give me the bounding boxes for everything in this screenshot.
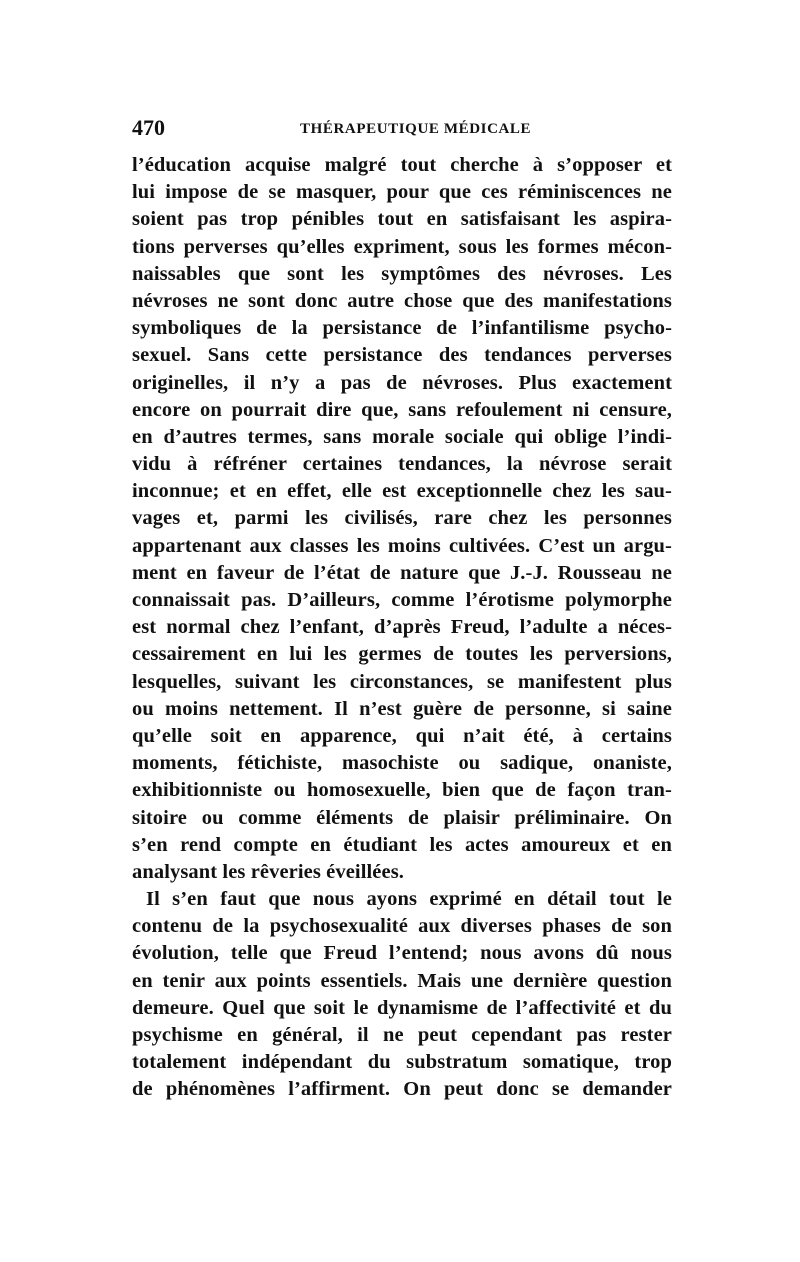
- text-line: moments, fétichiste, masochiste ou sadique, onaniste,: [132, 752, 672, 775]
- text-line: l’éducation acquise malgré tout cherche à s’opposer et: [132, 154, 672, 176]
- text-line: analysant les rêveries éveillées.: [132, 860, 405, 883]
- text-line: évolution, telle que Freud l’entend; nous avons dû nous: [132, 942, 672, 965]
- text-line: en tenir aux points essentiels. Mais une dernière question: [132, 969, 672, 992]
- text-line: naissables que sont les symptômes des névroses. Les: [132, 262, 672, 285]
- text-line: lui impose de se masquer, pour que ces réminiscences ne: [132, 181, 672, 204]
- text-line: inconnue; et en effet, elle est exceptionnelle chez les sau-: [132, 480, 672, 503]
- text-line: totalement indépendant du substratum somatique, trop: [132, 1051, 672, 1074]
- text-line: sexuel. Sans cette persistance des tendances perverses: [132, 344, 672, 367]
- text-line: symboliques de la persistance de l’infantilisme psycho-: [132, 317, 672, 340]
- text-line: vages et, parmi les civilisés, rare chez les personnes: [132, 507, 672, 530]
- text-line: appartenant aux classes les moins cultivées. C’est un argu-: [132, 534, 672, 557]
- text-line: contenu de la psychosexualité aux diverses phases de son: [132, 915, 672, 938]
- text-line: de phénomènes l’affirment. On peut donc se demander: [132, 1078, 672, 1101]
- text-line: ou moins nettement. Il n’est guère de personne, si saine: [132, 697, 672, 720]
- paragraph: [132, 152, 672, 886]
- text-line: cessairement en lui les germes de toutes les perversions,: [132, 643, 672, 666]
- text-line: tions perverses qu’elles expriment, sous les formes mécon-: [132, 235, 672, 258]
- text-line: vidu à réfréner certaines tendances, la névrose serait: [132, 453, 672, 476]
- text-line: connaissait pas. D’ailleurs, comme l’érotisme polymorphe: [132, 589, 672, 611]
- page-header: [132, 112, 672, 144]
- text-line: lesquelles, suivant les circonstances, se manifestent plus: [132, 670, 672, 693]
- text-line: Il s’en faut que nous ayons exprimé en détail tout le: [146, 888, 672, 911]
- text-line: psychisme en général, il ne peut cependant pas rester: [132, 1024, 672, 1046]
- page-number: 470: [132, 115, 165, 140]
- text-line: en d’autres termes, sans morale sociale qui oblige l’indi-: [132, 425, 672, 448]
- text-line: sitoire ou comme éléments de plaisir préliminaire. On: [132, 806, 672, 829]
- text-line: exhibitionniste ou homosexuelle, bien que de façon tran-: [132, 779, 672, 802]
- text-line: s’en rend compte en étudiant les actes amoureux et en: [132, 833, 672, 856]
- text-line: encore on pourrait dire que, sans refoulement ni censure,: [132, 398, 672, 421]
- text-line: névroses ne sont donc autre chose que des manifestations: [132, 289, 672, 312]
- text-line: soient pas trop pénibles tout en satisfaisant les aspira-: [132, 208, 672, 231]
- text-line: originelles, il n’y a pas de névroses. Plus exactement: [132, 371, 672, 394]
- body-text: [132, 152, 672, 1104]
- text-line: demeure. Quel que soit le dynamisme de l’affectivité et du: [132, 996, 672, 1019]
- text-line: ment en faveur de l’état de nature que J.-J. Rousseau ne: [132, 561, 672, 584]
- paragraph: [132, 886, 672, 1104]
- text-line: qu’elle soit en apparence, qui n’ait été, à certains: [132, 724, 672, 747]
- running-title: THÉRAPEUTIQUE MÉDICALE: [300, 121, 532, 137]
- text-line: est normal chez l’enfant, d’après Freud, l’adulte a néces-: [132, 616, 672, 639]
